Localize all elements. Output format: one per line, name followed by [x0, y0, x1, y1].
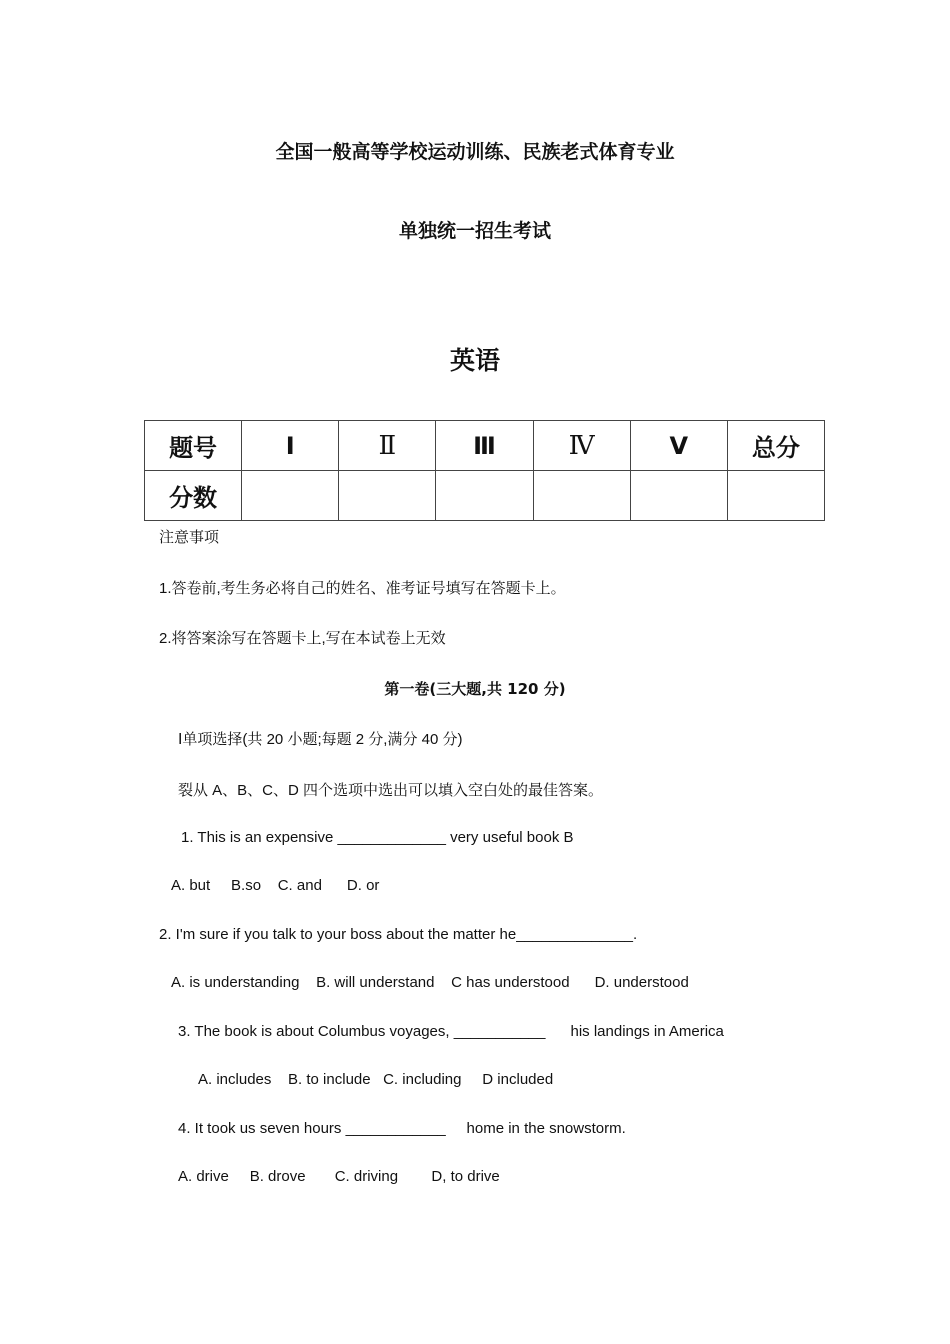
cell-question-number-label: 题号	[145, 421, 242, 471]
part1-heading: Ⅰ单项选择(共 20 小题;每题 2 分,满分 40 分)	[178, 731, 463, 748]
exam-title-line2: 单独统一招生考试	[398, 220, 551, 242]
question-1-options: A. but B.so C. and D. or	[171, 877, 380, 894]
question-1-stem: 1. This is an expensive _____________ very useful book B	[181, 829, 574, 846]
subject-title: 英语	[449, 346, 500, 375]
score-cell-4[interactable]	[533, 471, 630, 521]
notice-title: 注意事项	[159, 529, 220, 546]
part1-instruction: 裂从 A、B、C、D 四个选项中选出可以填入空白处的最佳答案。	[178, 782, 604, 799]
notice-item-1: 1.答卷前,考生务必将自己的姓名、准考证号填写在答题卡上。	[159, 580, 566, 597]
question-3-stem: 3. The book is about Columbus voyages, ___________ his landings in America	[178, 1023, 724, 1040]
score-table-header-row	[145, 421, 825, 471]
score-cell-total[interactable]	[727, 471, 824, 521]
section-title: 第一卷(三大题,共 120 分)	[384, 680, 566, 698]
cell-total-label: 总分	[727, 421, 824, 471]
exam-title-line1: 全国一般高等学校运动训练、民族老式体育专业	[275, 141, 675, 163]
cell-part-4: Ⅳ	[533, 421, 630, 471]
cell-part-1: Ⅰ	[242, 421, 339, 471]
score-table	[144, 420, 825, 521]
question-4-options: A. drive B. drove C. driving D, to drive	[178, 1168, 500, 1185]
question-2-options: A. is understanding B. will understand C has understood D. understood	[171, 974, 689, 991]
score-cell-2[interactable]	[339, 471, 436, 521]
score-cell-1[interactable]	[242, 471, 339, 521]
cell-part-5: Ⅴ	[630, 421, 727, 471]
cell-part-2: Ⅱ	[339, 421, 436, 471]
score-cell-3[interactable]	[436, 471, 533, 521]
cell-score-label: 分数	[145, 471, 242, 521]
score-table-score-row	[145, 471, 825, 521]
cell-part-3: Ⅲ	[436, 421, 533, 471]
question-2-stem: 2. I'm sure if you talk to your boss about the matter he______________.	[159, 926, 638, 943]
question-4-stem: 4. It took us seven hours ____________ home in the snowstorm.	[178, 1120, 626, 1137]
question-3-options: A. includes B. to include C. including D included	[198, 1071, 554, 1088]
score-cell-5[interactable]	[630, 471, 727, 521]
notice-item-2: 2.将答案涂写在答题卡上,写在本试卷上无效	[159, 630, 446, 647]
